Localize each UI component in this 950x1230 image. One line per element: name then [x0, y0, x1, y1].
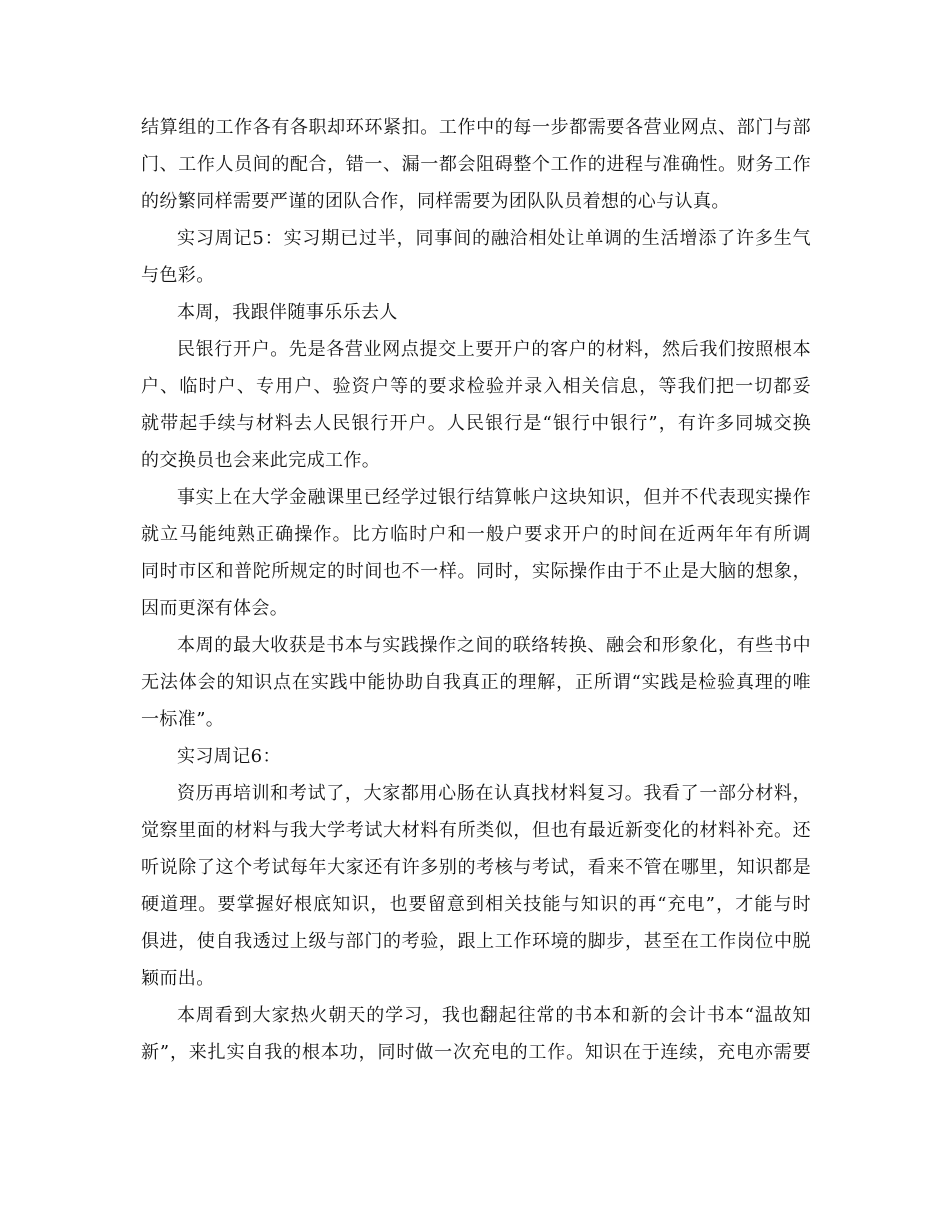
- text-line: 民银行开户。先是各营业网点提交上要开户的客户的材料，然后我们按照根本: [177, 339, 811, 360]
- text-line: 听说除了这个考试每年大家还有许多别的考核与考试，看来不管在哪里，知识都是: [141, 857, 811, 878]
- text-line: 同时市区和普陀所规定的时间也不一样。同时，实际操作由于不止是大脑的想象，: [141, 561, 811, 582]
- text-line: 本周看到大家热火朝天的学习，我也翻起往常的书本和新的会计书本“温故知: [177, 1005, 811, 1026]
- text-line: 新”，来扎实自我的根本功，同时做一次充电的工作。知识在于连续，充电亦需要: [141, 1042, 811, 1063]
- text-line: 门、工作人员间的配合，错一、漏一都会阻碍整个工作的进程与准确性。财务工作: [141, 154, 811, 175]
- text-line: 与色彩。: [141, 265, 215, 286]
- text-line: 实习周记6：: [177, 746, 281, 767]
- text-line: 无法体会的知识点在实践中能协助自我真正的理解，正所谓“实践是检验真理的唯: [141, 672, 811, 693]
- text-line: 的交换员也会来此完成工作。: [141, 450, 381, 471]
- text-line: 觉察里面的材料与我大学考试大材料有所类似，但也有最近新变化的材料补充。还: [141, 820, 811, 841]
- text-line: 俱进，使自我透过上级与部门的考验，跟上工作环境的脚步，甚至在工作岗位中脱: [141, 931, 811, 952]
- text-line: 就立马能纯熟正确操作。比方临时户和一般户要求开户的时间在近两年年有所调: [141, 524, 811, 545]
- text-line: 结算组的工作各有各职却环环紧扣。工作中的每一步都需要各营业网点、部门与部: [141, 117, 811, 138]
- text-line: 资历再培训和考试了，大家都用心肠在认真找材料复习。我看了一部分材料，: [177, 783, 811, 804]
- text-line: 因而更深有体会。: [141, 598, 289, 619]
- text-line: 实习周记5：实习期已过半，同事间的融洽相处让单调的生活增添了许多生气: [177, 228, 811, 249]
- text-line: 户、临时户、专用户、验资户等的要求检验并录入相关信息，等我们把一切都妥: [141, 376, 811, 397]
- text-line: 事实上在大学金融课里已经学过银行结算帐户这块知识，但并不代表现实操作: [177, 487, 811, 508]
- text-line: 就带起手续与材料去人民银行开户。人民银行是“银行中银行”，有许多同城交换: [141, 413, 811, 434]
- text-line: 硬道理。要掌握好根底知识，也要留意到相关技能与知识的再“充电”，才能与时: [141, 894, 811, 915]
- text-line: 的纷繁同样需要严谨的团队合作，同样需要为团队队员着想的心与认真。: [141, 191, 730, 212]
- text-line: 一标准”。: [141, 709, 225, 730]
- text-line: 颖而出。: [141, 968, 215, 989]
- text-line: 本周，我跟伴随事乐乐去人: [177, 302, 398, 323]
- text-line: 本周的最大收获是书本与实践操作之间的联络转换、融会和形象化，有些书中: [177, 635, 811, 656]
